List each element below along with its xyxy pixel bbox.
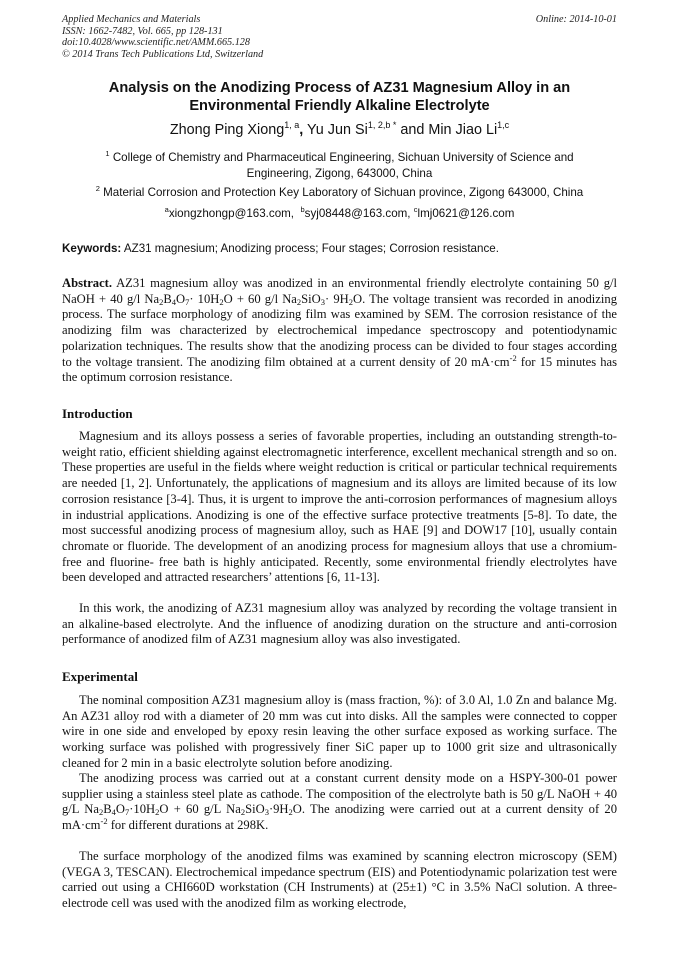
journal-name: Applied Mechanics and Materials <box>62 14 201 25</box>
abstract-sub: 4 <box>171 296 176 307</box>
keywords-label: Keywords: <box>62 242 122 255</box>
exp-sub: 2 <box>288 807 293 818</box>
exp-text-i: for different durations at 298K. <box>110 818 269 833</box>
title-line-1: Analysis on the Anodizing Process of AZ31 Magnesium Alloy in an <box>108 80 571 96</box>
author-list: Zhong Ping Xiong$^{1, a}$, Yu Jun $Si^{1, 2,b *}$ and Min Jiao Li$^{1,c}$ <box>169 120 510 138</box>
exp-text-g: ·9H <box>268 802 289 817</box>
affiliation-2-number: 2 <box>95 184 100 193</box>
author-3-affil: 1,c <box>497 120 510 130</box>
affiliation-1 <box>62 150 617 181</box>
abstract-sub: 2 <box>348 296 353 307</box>
author-3: Min Jiao Li <box>428 122 498 138</box>
abstract-text-4: · 10H <box>189 291 220 306</box>
copyright-line: © 2014 Trans Tech Publications Ltd, Switzerland <box>62 48 264 60</box>
abstract <box>62 276 617 386</box>
paper-title <box>62 80 617 115</box>
email-a-marker: a <box>164 205 169 214</box>
experimental-paragraph-1: The nominal composition AZ31 magnesium alloy is (mass fraction, %): of 3.0 Al, 1.0 Zn and balance Mg. An AZ31 alloy rod with a diameter of 20 mm was cut into disks. All the samples were connected to copper wire in one side and enveloped by epoxy resin leaving the other surface exposed as working surface. The working surface was polished with progressively finer SiC paper up to 1000 grit size and ultrasonically cleaned for 2 min in a basic electrolyte solution before anodizing. <box>62 693 617 770</box>
exp-sub: 3 <box>264 807 269 818</box>
affiliation-2-text: Material Corrosion and Protection Key Laboratory of Sichuan province, Zigong 643000, China <box>103 186 584 199</box>
introduction-heading: Introduction <box>62 406 133 421</box>
issn-line: ISSN: 1662-7482, Vol. 665, pp 128-131 <box>62 25 223 37</box>
author-2-affil: 1, 2,b * <box>367 120 397 130</box>
exp-sub: 2 <box>240 807 246 818</box>
exp-text-b: B <box>103 802 112 817</box>
email-c-marker: c <box>413 205 418 214</box>
exp-sup: -2 <box>100 816 108 827</box>
keywords <box>62 241 617 256</box>
abstract-text-9: for 15 minutes has the optimum corrosion resistance. <box>62 354 617 385</box>
journal-header <box>62 14 617 60</box>
affiliation-1-line-2: Engineering, Zigong, 643000, China <box>246 166 433 180</box>
abstract-text-7: · 9H <box>325 291 349 306</box>
exp-sub: 2 <box>155 807 160 818</box>
affiliation-1-line-1: College of Chemistry and Pharmaceutical Engineering, Sichuan University of Science and <box>112 151 574 164</box>
author-1-affil: 1, a <box>284 120 300 130</box>
experimental-heading: Experimental <box>62 669 138 684</box>
affiliation-1-number: 1 <box>105 149 110 158</box>
experimental-paragraph-3: The surface morphology of the anodized films was examined by scanning electron microscopy (SEM) (VEGA 3, TESCAN). Electrochemical impedance spectrum (EIS) and Potentiodynamic polarization test were carried out using a CHI660D workstation (CH Instruments) at (25±1) °C in 3.5% NaCl solution. A three-electrode cell was used with the anodized film as working electrode, <box>62 849 617 911</box>
author-1: Zhong Ping Xiong <box>169 122 285 138</box>
exp-text-c: O <box>115 802 125 817</box>
exp-sub: 2 <box>98 807 104 818</box>
exp-text-a: The anodizing process was carried out at a constant current density mode on a HSPY-300-01 power supplier using a stainless steel plate as cathode. The composition of the electrolyte bath is 50 g/L NaOH + 40 g/L Na <box>62 771 617 817</box>
abstract-sub: 3 <box>320 296 325 307</box>
affiliation-2 <box>62 185 617 201</box>
abstract-text-2: B <box>163 291 172 306</box>
email-b-marker: b <box>300 205 305 214</box>
title-line-2: Environmental Friendly Alkaline Electrolyte <box>189 97 490 114</box>
email-b[interactable]: syj08448@163.com, <box>304 207 411 220</box>
abstract-text-3: O <box>175 291 186 306</box>
abstract-text-6: SiO <box>301 291 321 306</box>
author-2: Yu Jun Si <box>307 122 368 138</box>
abstract-text-5: O + 60 g/l Na <box>223 291 297 306</box>
exp-sub: 7 <box>124 807 130 818</box>
abstract-label: Abstract. <box>62 276 113 290</box>
exp-text-h: O. The anodizing were carried out at a current density of 20 mA·cm <box>62 802 617 833</box>
doi-line[interactable]: doi:10.4028/www.scientific.net/AMM.665.128 <box>62 37 250 49</box>
abstract-text-8: O. The voltage transient was recorded in anodizing process. The surface morphology of anodizing film was examined by SEM. The corrosion resistance of the anodizing film was characterized by electrochemical impedance spectroscopy and potentiodynamic polarization techniques. The results show that the anodizing process can be divided to four stages according to the voltage transient. The anodizing film obtained at a current density of 20 mA·cm <box>62 291 617 369</box>
introduction-paragraph-2: In this work, the anodizing of AZ31 magnesium alloy was analyzed by recording the voltage transient in an alkaline-based electrolyte. And the influence of anodizing duration on the structure and anti-corrosion performance of anodized film of AZ31 magnesium alloy was also investigated. <box>62 601 617 647</box>
keywords-text: AZ31 magnesium; Anodizing process; Four stages; Corrosion resistance. <box>123 242 499 255</box>
author-emails <box>62 206 617 222</box>
exp-sub: 4 <box>111 807 116 818</box>
exp-text-e: O + 60 g/L Na <box>159 802 241 817</box>
abstract-sup: -2 <box>509 352 517 363</box>
abstract-sub: 2 <box>219 296 224 307</box>
online-date: Online: 2014-10-01 <box>535 14 617 25</box>
abstract-sub: 2 <box>296 296 302 307</box>
abstract-text-1: AZ31 magnesium alloy was anodized in an environmental friendly electrolyte containing 50 g/l NaOH + 40 g/l Na <box>62 276 617 306</box>
introduction-paragraph-1: Magnesium and its alloys possess a series of favorable properties, including an outstanding strength-to-weight ratio, efficient shielding against electromagnetic interference, excellent mechanical strength and so on. These properties are useful in the fields where weight reduction is critical or particular technical requirements are needed [1, 2]. Unfortunately, the applications of magnesium and its alloys are limited because of its low corrosion resistance [3-4]. Thus, it is urgent to improve the anti-corrosion performances of magnesium alloys in industrial applications. Anodizing is one of the effective surface protective treatments [5-8]. To date, the most successful anodizing process of magnesium alloy, such as HAE [9] and DOW17 [10], usually contain chromate or fluoride. The development of an anodizing process for magnesium alloys that use a chromium-free and fluorine- free bath is highly anticipated. Recently, some environmental friendly electrolytes have been developed and attracted researchers’ attentions [6, 11-13]. <box>62 429 617 585</box>
abstract-sub: 2 <box>159 296 164 307</box>
abstract-sub: 7 <box>185 296 190 307</box>
author-and: and <box>400 122 425 138</box>
email-c[interactable]: lmj0621@126.com <box>417 207 515 220</box>
email-a[interactable]: xiongzhongp@163.com, <box>168 207 295 220</box>
exp-text-d: ·10H <box>129 802 156 817</box>
exp-text-f: SiO <box>245 802 265 817</box>
experimental-paragraph-2 <box>62 771 617 834</box>
